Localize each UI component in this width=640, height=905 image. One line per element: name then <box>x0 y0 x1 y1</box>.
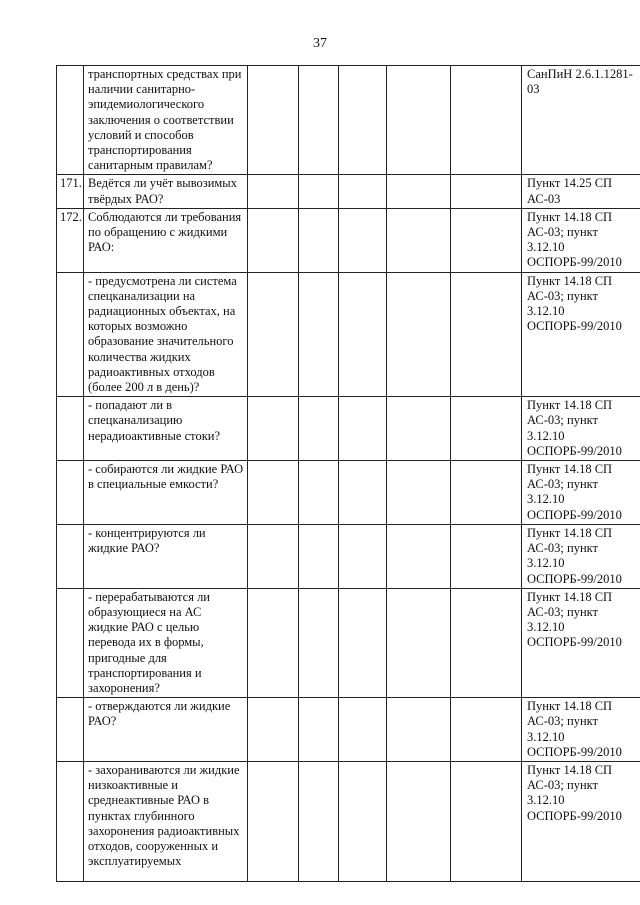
table-row <box>57 698 640 762</box>
answer-cell <box>248 461 299 525</box>
answer-cell <box>299 698 339 762</box>
answer-cell <box>339 397 387 461</box>
row-number <box>57 272 84 397</box>
question-text: Соблюдаются ли требования по обращению с жидкими РАО: <box>84 208 248 272</box>
question-text: - отверждаются ли жидкие РАО? <box>84 698 248 762</box>
answer-cell <box>451 588 522 697</box>
answer-cell <box>339 524 387 588</box>
answer-cell <box>299 66 339 175</box>
question-text: - захораниваются ли жидкие низкоактивные и среднеактивные РАО в пунктах глубинного захоронения радиоактивных отходов, сооруженных и эксплуатируемых <box>84 761 248 881</box>
answer-cell <box>339 761 387 881</box>
answer-cell <box>451 761 522 881</box>
answer-cell <box>248 397 299 461</box>
table-row <box>57 397 640 461</box>
table-row <box>57 175 640 208</box>
row-number <box>57 461 84 525</box>
row-number: 172. <box>57 208 84 272</box>
legal-reference: Пункт 14.18 СП АС-03; пункт 3.12.10 ОСПОРБ-99/2010 <box>522 272 640 397</box>
legal-reference: Пункт 14.18 СП АС-03; пункт 3.12.10 ОСПОРБ-99/2010 <box>522 208 640 272</box>
answer-cell <box>299 588 339 697</box>
answer-cell <box>339 66 387 175</box>
table-row <box>57 272 640 397</box>
legal-reference: Пункт 14.18 СП АС-03; пункт 3.12.10 ОСПОРБ-99/2010 <box>522 698 640 762</box>
row-number <box>57 698 84 762</box>
answer-cell <box>248 588 299 697</box>
answer-cell <box>248 66 299 175</box>
answer-cell <box>387 698 451 762</box>
answer-cell <box>451 461 522 525</box>
answer-cell <box>387 208 451 272</box>
answer-cell <box>387 588 451 697</box>
question-text: - перерабатываются ли образующиеся на АС жидкие РАО с целью перевода их в формы, пригодные для транспортирования и захоронения? <box>84 588 248 697</box>
table-row <box>57 461 640 525</box>
question-text: - концентрируются ли жидкие РАО? <box>84 524 248 588</box>
answer-cell <box>451 698 522 762</box>
question-text: Ведётся ли учёт вывозимых твёрдых РАО? <box>84 175 248 208</box>
legal-reference: Пункт 14.25 СП АС-03 <box>522 175 640 208</box>
answer-cell <box>339 588 387 697</box>
answer-cell <box>248 208 299 272</box>
table-row <box>57 588 640 697</box>
answer-cell <box>387 175 451 208</box>
legal-reference: Пункт 14.18 СП АС-03; пункт 3.12.10 ОСПОРБ-99/2010 <box>522 524 640 588</box>
question-text: - предусмотрена ли система спецканализации на радиационных объектах, на которых возможно образование значительного количества жидких радиоактивных отходов (более 200 л в день)? <box>84 272 248 397</box>
answer-cell <box>451 66 522 175</box>
answer-cell <box>387 66 451 175</box>
legal-reference: Пункт 14.18 СП АС-03; пункт 3.12.10 ОСПОРБ-99/2010 <box>522 588 640 697</box>
answer-cell <box>451 524 522 588</box>
question-text: - собираются ли жидкие РАО в специальные емкости? <box>84 461 248 525</box>
answer-cell <box>299 761 339 881</box>
table-row <box>57 208 640 272</box>
answer-cell <box>387 524 451 588</box>
question-text: транспортных средствах при наличии санитарно-эпидемиологического заключения о соответствии условий и способов транспортирования санитарным правилам? <box>84 66 248 175</box>
answer-cell <box>451 175 522 208</box>
answer-cell <box>248 175 299 208</box>
answer-cell <box>299 175 339 208</box>
row-number <box>57 588 84 697</box>
answer-cell <box>451 272 522 397</box>
row-number <box>57 761 84 881</box>
row-number <box>57 397 84 461</box>
answer-cell <box>387 397 451 461</box>
answer-cell <box>248 272 299 397</box>
row-number: 171. <box>57 175 84 208</box>
row-number <box>57 524 84 588</box>
answer-cell <box>339 272 387 397</box>
table-row <box>57 524 640 588</box>
table-row <box>57 66 640 175</box>
answer-cell <box>299 272 339 397</box>
legal-reference: Пункт 14.18 СП АС-03; пункт 3.12.10 ОСПОРБ-99/2010 <box>522 397 640 461</box>
table-row <box>57 761 640 881</box>
answer-cell <box>299 208 339 272</box>
answer-cell <box>299 397 339 461</box>
row-number <box>57 66 84 175</box>
answer-cell <box>387 761 451 881</box>
legal-reference: СанПиН 2.6.1.1281-03 <box>522 66 640 175</box>
answer-cell <box>451 208 522 272</box>
answer-cell <box>339 208 387 272</box>
answer-cell <box>299 461 339 525</box>
answer-cell <box>451 397 522 461</box>
legal-reference: Пункт 14.18 СП АС-03; пункт 3.12.10 ОСПОРБ-99/2010 <box>522 461 640 525</box>
answer-cell <box>387 272 451 397</box>
legal-reference: Пункт 14.18 СП АС-03; пункт 3.12.10 ОСПОРБ-99/2010 <box>522 761 640 881</box>
page-number: 37 <box>313 36 327 51</box>
answer-cell <box>299 524 339 588</box>
answer-cell <box>387 461 451 525</box>
answer-cell <box>339 461 387 525</box>
answer-cell <box>248 698 299 762</box>
answer-cell <box>248 524 299 588</box>
answer-cell <box>339 698 387 762</box>
answer-cell <box>339 175 387 208</box>
answer-cell <box>248 761 299 881</box>
inspection-checklist-table <box>56 65 640 882</box>
question-text: - попадают ли в спецканализацию нерадиоактивные стоки? <box>84 397 248 461</box>
